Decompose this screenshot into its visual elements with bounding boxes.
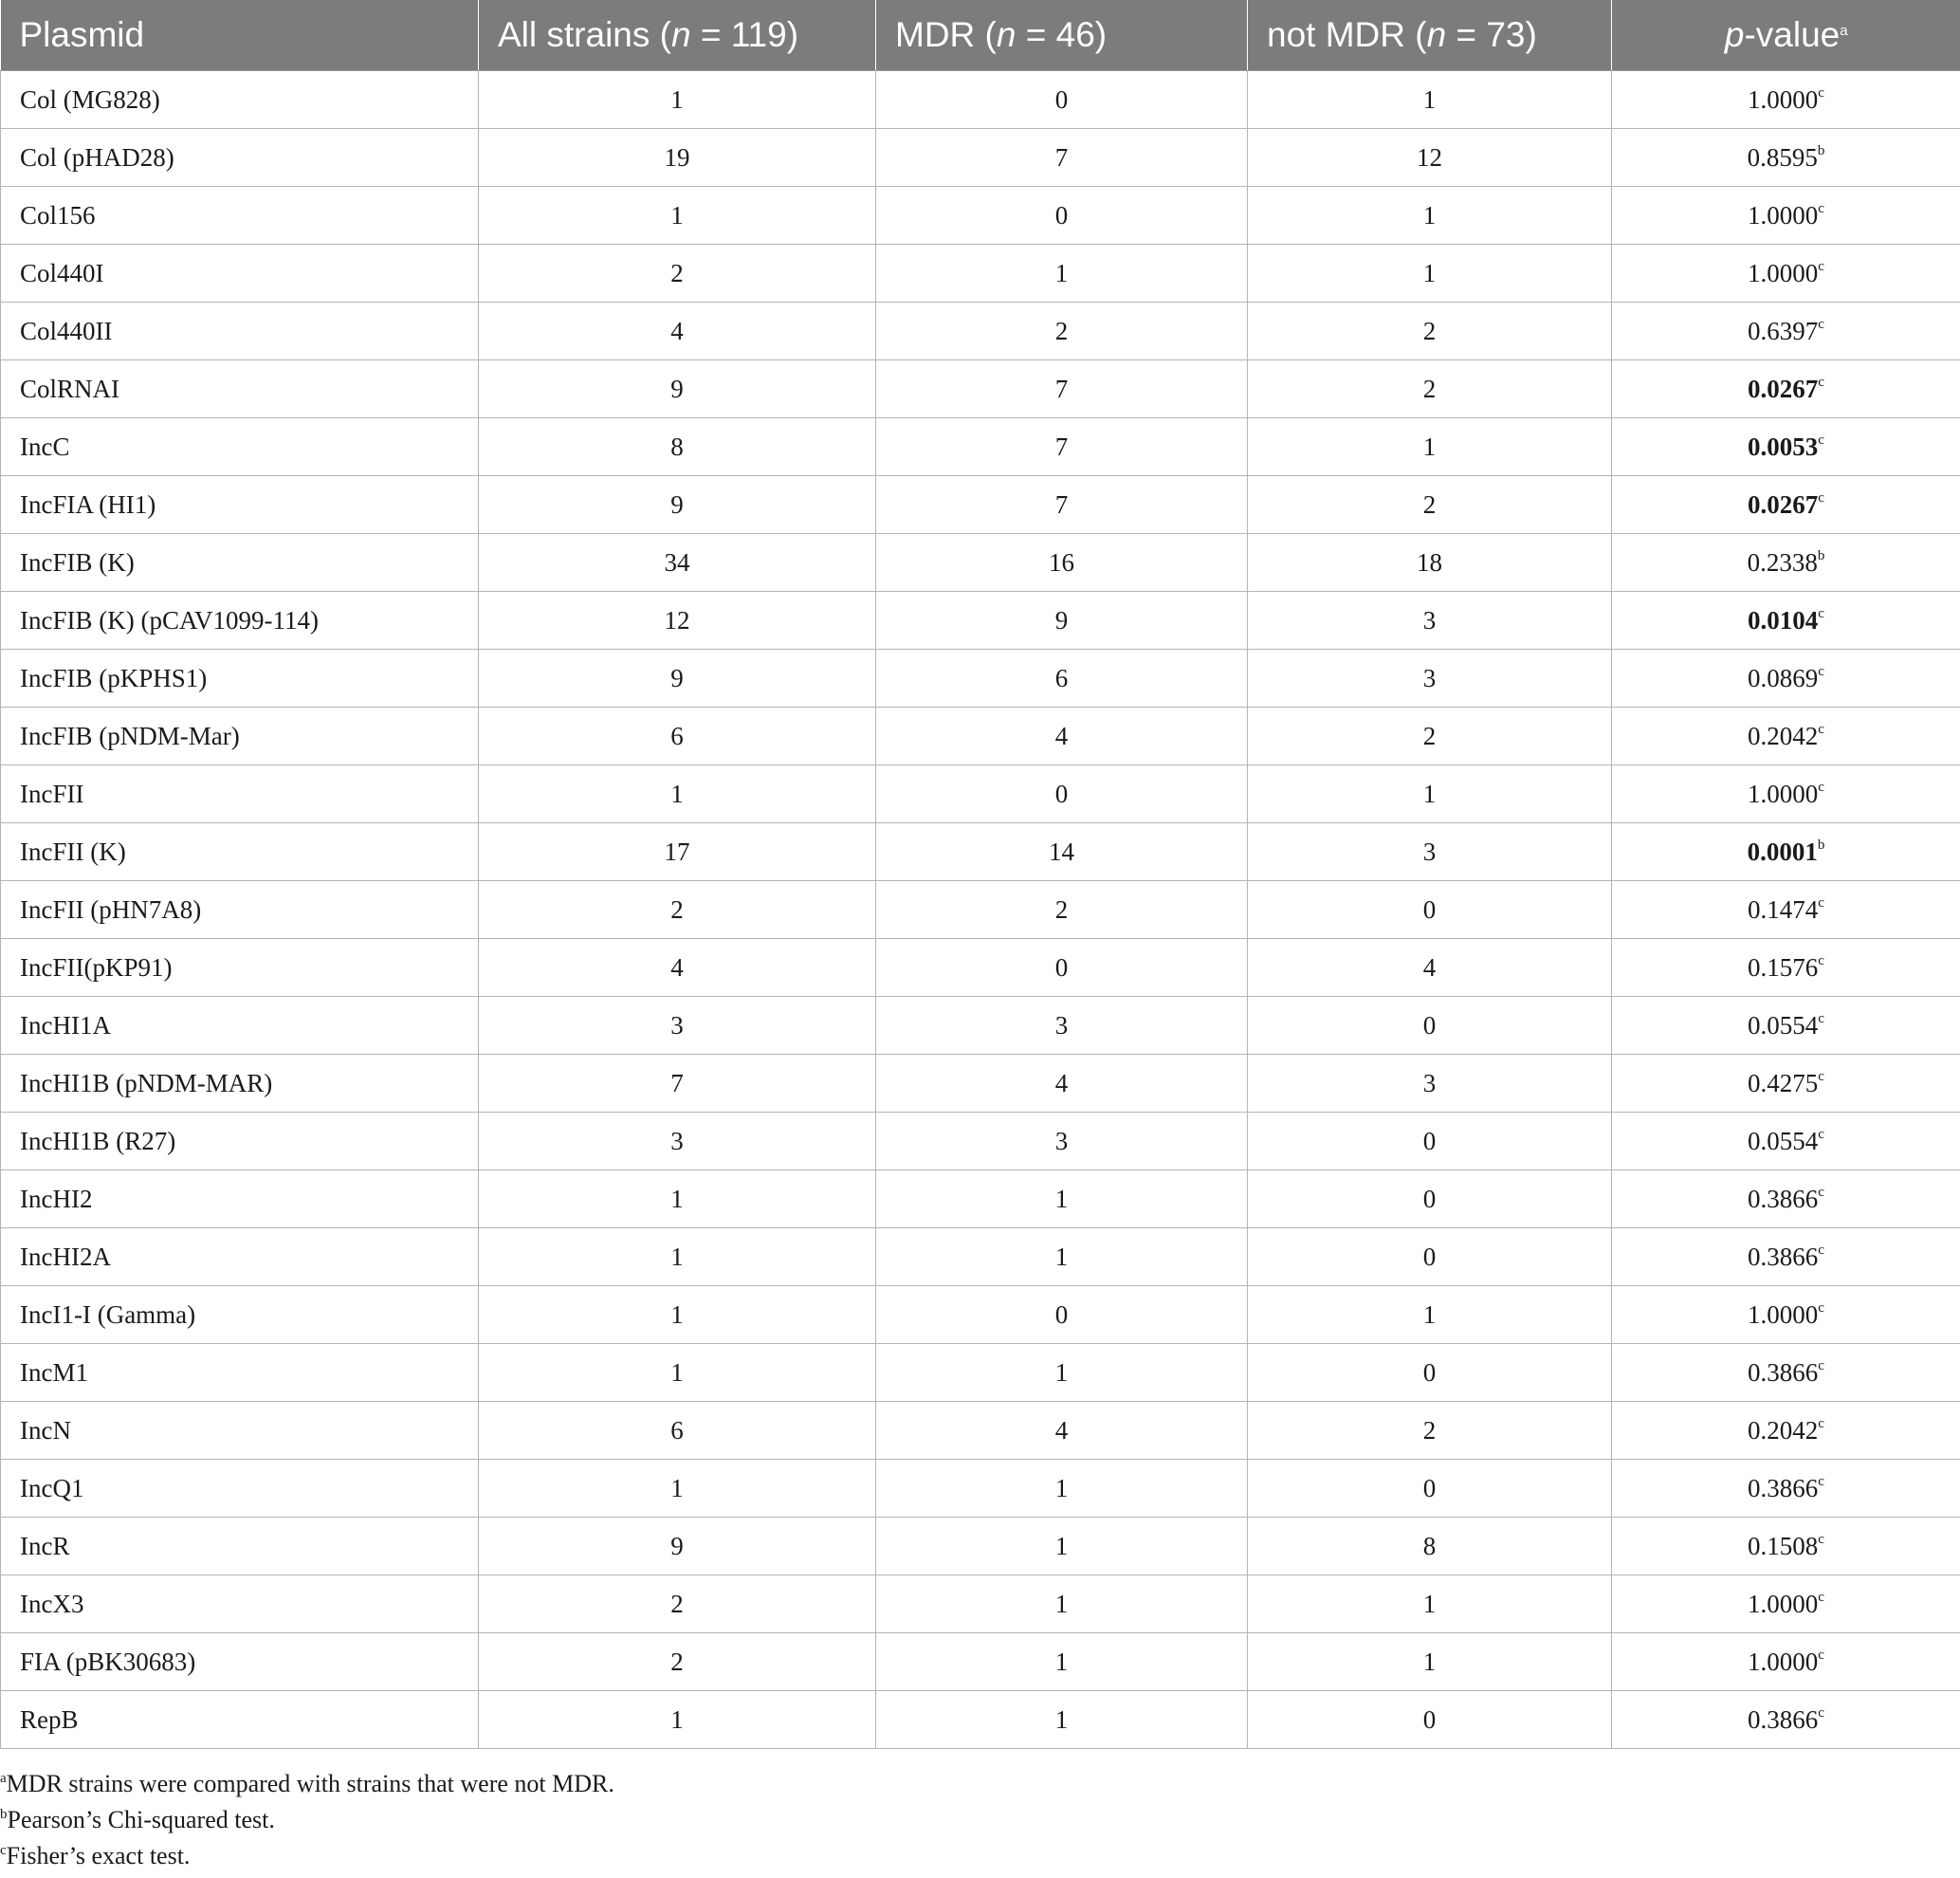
p-value-number: 0.0267 bbox=[1748, 374, 1819, 403]
cell-all-strains: 4 bbox=[479, 303, 876, 360]
header-mdr-suffix: = 46) bbox=[1016, 15, 1108, 54]
p-value-footnote-mark: c bbox=[1818, 1068, 1824, 1084]
cell-p-value bbox=[1612, 1518, 1960, 1575]
cell-plasmid: ColRNAI bbox=[1, 360, 479, 418]
table-row bbox=[1, 1344, 1960, 1402]
footnote bbox=[0, 1838, 614, 1874]
cell-all-strains: 3 bbox=[479, 997, 876, 1055]
cell-all-strains: 7 bbox=[479, 1055, 876, 1113]
p-value-number: 0.3866 bbox=[1748, 1357, 1819, 1387]
cell-mdr: 4 bbox=[876, 1055, 1248, 1113]
p-value-number: 1.0000 bbox=[1748, 1589, 1819, 1618]
cell-all-strains: 1 bbox=[479, 1691, 876, 1749]
table-row bbox=[1, 418, 1960, 476]
footnote-mark: a bbox=[0, 1771, 7, 1786]
cell-not-mdr: 3 bbox=[1248, 650, 1612, 708]
cell-mdr: 0 bbox=[876, 765, 1248, 823]
cell-not-mdr: 4 bbox=[1248, 939, 1612, 997]
cell-p-value bbox=[1612, 129, 1960, 187]
cell-all-strains: 2 bbox=[479, 881, 876, 939]
cell-not-mdr: 8 bbox=[1248, 1518, 1612, 1575]
header-all-n: n bbox=[670, 15, 691, 54]
p-value-footnote-mark: c bbox=[1818, 1357, 1824, 1373]
table-row bbox=[1, 476, 1960, 534]
cell-p-value bbox=[1612, 1691, 1960, 1749]
header-mdr bbox=[876, 0, 1248, 71]
table-row bbox=[1, 1170, 1960, 1228]
table-row bbox=[1, 534, 1960, 592]
cell-all-strains: 6 bbox=[479, 708, 876, 765]
p-value-number: 0.0554 bbox=[1748, 1010, 1819, 1040]
cell-mdr: 1 bbox=[876, 1170, 1248, 1228]
cell-all-strains: 1 bbox=[479, 1344, 876, 1402]
cell-all-strains: 1 bbox=[479, 1170, 876, 1228]
p-value-number: 1.0000 bbox=[1748, 200, 1819, 230]
table-row bbox=[1, 1055, 1960, 1113]
cell-not-mdr: 0 bbox=[1248, 881, 1612, 939]
header-p-sup: a bbox=[1840, 23, 1848, 39]
p-value-number: 0.3866 bbox=[1748, 1704, 1819, 1734]
table-row bbox=[1, 881, 1960, 939]
cell-plasmid: IncHI2 bbox=[1, 1170, 479, 1228]
table-body bbox=[1, 71, 1960, 1749]
cell-all-strains: 1 bbox=[479, 1228, 876, 1286]
cell-plasmid: IncFIB (pNDM-Mar) bbox=[1, 708, 479, 765]
table-row bbox=[1, 129, 1960, 187]
table-row bbox=[1, 997, 1960, 1055]
cell-p-value bbox=[1612, 997, 1960, 1055]
p-value-footnote-mark: c bbox=[1818, 721, 1824, 737]
cell-plasmid: IncHI1B (R27) bbox=[1, 1113, 479, 1170]
cell-all-strains: 1 bbox=[479, 1460, 876, 1518]
cell-all-strains: 6 bbox=[479, 1402, 876, 1460]
p-value-number: 1.0000 bbox=[1748, 779, 1819, 808]
table-row bbox=[1, 1518, 1960, 1575]
footnotes bbox=[0, 1766, 614, 1874]
cell-p-value bbox=[1612, 1344, 1960, 1402]
cell-mdr: 7 bbox=[876, 476, 1248, 534]
cell-all-strains: 9 bbox=[479, 476, 876, 534]
cell-all-strains: 4 bbox=[479, 939, 876, 997]
p-value-footnote-mark: c bbox=[1818, 1531, 1824, 1547]
cell-not-mdr: 0 bbox=[1248, 1691, 1612, 1749]
footnote-text: Fisher’s exact test. bbox=[6, 1842, 191, 1869]
cell-all-strains: 2 bbox=[479, 1575, 876, 1633]
table-row bbox=[1, 303, 1960, 360]
header-not-mdr bbox=[1248, 0, 1612, 71]
cell-all-strains: 2 bbox=[479, 1633, 876, 1691]
cell-not-mdr: 2 bbox=[1248, 303, 1612, 360]
header-all-suffix: = 119) bbox=[690, 15, 799, 54]
cell-all-strains: 3 bbox=[479, 1113, 876, 1170]
cell-plasmid: IncQ1 bbox=[1, 1460, 479, 1518]
cell-not-mdr: 0 bbox=[1248, 997, 1612, 1055]
footnote-text: MDR strains were compared with strains that were not MDR. bbox=[6, 1770, 614, 1797]
p-value-footnote-mark: c bbox=[1818, 1242, 1824, 1258]
cell-not-mdr: 3 bbox=[1248, 1055, 1612, 1113]
cell-mdr: 2 bbox=[876, 303, 1248, 360]
cell-not-mdr: 2 bbox=[1248, 708, 1612, 765]
p-value-number: 0.3866 bbox=[1748, 1184, 1819, 1213]
table-row bbox=[1, 592, 1960, 650]
cell-p-value bbox=[1612, 592, 1960, 650]
cell-plasmid: Col (pHAD28) bbox=[1, 129, 479, 187]
table-row bbox=[1, 1286, 1960, 1344]
header-notmdr-n: n bbox=[1426, 15, 1447, 54]
table-row bbox=[1, 708, 1960, 765]
p-value-footnote-mark: c bbox=[1818, 1299, 1824, 1316]
cell-mdr: 0 bbox=[876, 71, 1248, 129]
cell-all-strains: 9 bbox=[479, 650, 876, 708]
cell-not-mdr: 1 bbox=[1248, 418, 1612, 476]
cell-p-value bbox=[1612, 418, 1960, 476]
table-row bbox=[1, 1633, 1960, 1691]
p-value-footnote-mark: c bbox=[1818, 1473, 1824, 1489]
cell-mdr: 1 bbox=[876, 1691, 1248, 1749]
cell-mdr: 4 bbox=[876, 1402, 1248, 1460]
cell-plasmid: IncHI2A bbox=[1, 1228, 479, 1286]
footnote bbox=[0, 1766, 614, 1802]
cell-plasmid: IncN bbox=[1, 1402, 479, 1460]
cell-plasmid: IncFIA (HI1) bbox=[1, 476, 479, 534]
p-value-footnote-mark: c bbox=[1818, 1126, 1824, 1142]
cell-not-mdr: 2 bbox=[1248, 476, 1612, 534]
p-value-footnote-mark: c bbox=[1818, 1010, 1824, 1026]
cell-plasmid: IncFIB (K) bbox=[1, 534, 479, 592]
cell-all-strains: 2 bbox=[479, 245, 876, 303]
cell-p-value bbox=[1612, 71, 1960, 129]
cell-mdr: 9 bbox=[876, 592, 1248, 650]
cell-not-mdr: 1 bbox=[1248, 71, 1612, 129]
cell-p-value bbox=[1612, 1055, 1960, 1113]
cell-mdr: 2 bbox=[876, 881, 1248, 939]
cell-mdr: 3 bbox=[876, 997, 1248, 1055]
cell-plasmid: Col440II bbox=[1, 303, 479, 360]
header-plasmid-label: Plasmid bbox=[19, 15, 145, 54]
cell-plasmid: Col440I bbox=[1, 245, 479, 303]
p-value-number: 0.0053 bbox=[1748, 432, 1819, 461]
p-value-footnote-mark: c bbox=[1818, 663, 1824, 679]
p-value-footnote-mark: c bbox=[1818, 1184, 1824, 1200]
cell-not-mdr: 12 bbox=[1248, 129, 1612, 187]
p-value-number: 0.0001 bbox=[1747, 837, 1818, 866]
table-row bbox=[1, 187, 1960, 245]
header-plasmid bbox=[1, 0, 479, 71]
header-p-italic: p bbox=[1724, 15, 1745, 54]
cell-p-value bbox=[1612, 765, 1960, 823]
table-row bbox=[1, 1460, 1960, 1518]
cell-plasmid: IncHI1A bbox=[1, 997, 479, 1055]
header-all-prefix: All strains ( bbox=[498, 15, 671, 54]
cell-p-value bbox=[1612, 1460, 1960, 1518]
cell-plasmid: IncFIB (K) (pCAV1099-114) bbox=[1, 592, 479, 650]
p-value-footnote-mark: c bbox=[1818, 1415, 1824, 1431]
p-value-footnote-mark: c bbox=[1818, 200, 1824, 216]
cell-all-strains: 19 bbox=[479, 129, 876, 187]
p-value-number: 0.6397 bbox=[1748, 316, 1819, 345]
p-value-number: 0.1508 bbox=[1748, 1531, 1819, 1560]
p-value-footnote-mark: b bbox=[1817, 142, 1825, 158]
table-row bbox=[1, 1228, 1960, 1286]
cell-p-value bbox=[1612, 1170, 1960, 1228]
cell-all-strains: 1 bbox=[479, 1286, 876, 1344]
cell-p-value bbox=[1612, 708, 1960, 765]
cell-all-strains: 9 bbox=[479, 360, 876, 418]
cell-all-strains: 8 bbox=[479, 418, 876, 476]
header-p-rest: -value bbox=[1744, 15, 1841, 54]
cell-not-mdr: 0 bbox=[1248, 1170, 1612, 1228]
p-value-footnote-mark: c bbox=[1818, 374, 1824, 390]
cell-p-value bbox=[1612, 187, 1960, 245]
table-row bbox=[1, 939, 1960, 997]
table-row bbox=[1, 650, 1960, 708]
cell-mdr: 1 bbox=[876, 1460, 1248, 1518]
cell-plasmid: IncFIB (pKPHS1) bbox=[1, 650, 479, 708]
cell-plasmid: RepB bbox=[1, 1691, 479, 1749]
table-row bbox=[1, 71, 1960, 129]
cell-plasmid: IncR bbox=[1, 1518, 479, 1575]
p-value-number: 0.2338 bbox=[1747, 547, 1818, 577]
p-value-number: 0.0869 bbox=[1748, 663, 1819, 692]
p-value-footnote-mark: c bbox=[1818, 84, 1824, 101]
header-all-strains bbox=[479, 0, 876, 71]
table-header-row bbox=[1, 0, 1960, 71]
p-value-footnote-mark: b bbox=[1817, 547, 1825, 563]
table-row bbox=[1, 360, 1960, 418]
cell-mdr: 7 bbox=[876, 418, 1248, 476]
cell-not-mdr: 1 bbox=[1248, 1575, 1612, 1633]
footnote-mark: c bbox=[0, 1843, 7, 1858]
cell-mdr: 16 bbox=[876, 534, 1248, 592]
p-value-number: 1.0000 bbox=[1748, 84, 1819, 114]
header-p-value bbox=[1612, 0, 1960, 71]
cell-not-mdr: 18 bbox=[1248, 534, 1612, 592]
cell-p-value bbox=[1612, 1286, 1960, 1344]
cell-p-value bbox=[1612, 650, 1960, 708]
cell-p-value bbox=[1612, 1633, 1960, 1691]
cell-p-value bbox=[1612, 1228, 1960, 1286]
p-value-number: 0.1576 bbox=[1748, 952, 1819, 982]
cell-mdr: 1 bbox=[876, 1518, 1248, 1575]
cell-mdr: 1 bbox=[876, 1344, 1248, 1402]
p-value-footnote-mark: c bbox=[1818, 1589, 1824, 1605]
header-notmdr-prefix: not MDR ( bbox=[1267, 15, 1427, 54]
table-row bbox=[1, 1575, 1960, 1633]
cell-mdr: 0 bbox=[876, 1286, 1248, 1344]
p-value-footnote-mark: c bbox=[1818, 258, 1824, 274]
cell-plasmid: IncM1 bbox=[1, 1344, 479, 1402]
p-value-footnote-mark: c bbox=[1818, 952, 1824, 968]
p-value-number: 0.8595 bbox=[1747, 142, 1818, 172]
cell-plasmid: IncFII (K) bbox=[1, 823, 479, 881]
cell-not-mdr: 0 bbox=[1248, 1228, 1612, 1286]
p-value-number: 1.0000 bbox=[1748, 1647, 1819, 1676]
cell-not-mdr: 0 bbox=[1248, 1460, 1612, 1518]
cell-plasmid: FIA (pBK30683) bbox=[1, 1633, 479, 1691]
cell-p-value bbox=[1612, 360, 1960, 418]
cell-plasmid: Col (MG828) bbox=[1, 71, 479, 129]
p-value-number: 0.0104 bbox=[1748, 605, 1819, 635]
p-value-footnote-mark: c bbox=[1818, 432, 1824, 448]
cell-mdr: 0 bbox=[876, 939, 1248, 997]
p-value-footnote-mark: c bbox=[1818, 894, 1824, 911]
cell-p-value bbox=[1612, 1575, 1960, 1633]
p-value-number: 0.1474 bbox=[1748, 894, 1819, 924]
cell-mdr: 7 bbox=[876, 360, 1248, 418]
cell-all-strains: 1 bbox=[479, 765, 876, 823]
table-row bbox=[1, 1402, 1960, 1460]
p-value-number: 0.2042 bbox=[1748, 721, 1819, 750]
cell-mdr: 0 bbox=[876, 187, 1248, 245]
header-notmdr-suffix: = 73) bbox=[1446, 15, 1537, 54]
cell-plasmid: IncC bbox=[1, 418, 479, 476]
cell-not-mdr: 1 bbox=[1248, 765, 1612, 823]
cell-p-value bbox=[1612, 1113, 1960, 1170]
cell-p-value bbox=[1612, 939, 1960, 997]
p-value-footnote-mark: c bbox=[1818, 779, 1824, 795]
cell-not-mdr: 1 bbox=[1248, 1286, 1612, 1344]
cell-all-strains: 9 bbox=[479, 1518, 876, 1575]
cell-mdr: 1 bbox=[876, 1228, 1248, 1286]
p-value-number: 1.0000 bbox=[1748, 258, 1819, 287]
cell-not-mdr: 3 bbox=[1248, 823, 1612, 881]
cell-mdr: 7 bbox=[876, 129, 1248, 187]
cell-p-value bbox=[1612, 476, 1960, 534]
cell-all-strains: 12 bbox=[479, 592, 876, 650]
cell-not-mdr: 2 bbox=[1248, 360, 1612, 418]
cell-p-value bbox=[1612, 1402, 1960, 1460]
cell-p-value bbox=[1612, 881, 1960, 939]
p-value-number: 0.4275 bbox=[1748, 1068, 1819, 1097]
p-value-number: 0.0267 bbox=[1748, 489, 1819, 519]
table-row bbox=[1, 765, 1960, 823]
cell-mdr: 1 bbox=[876, 245, 1248, 303]
cell-plasmid: IncFII bbox=[1, 765, 479, 823]
footnote-text: Pearson’s Chi-squared test. bbox=[7, 1806, 275, 1833]
p-value-number: 0.3866 bbox=[1748, 1473, 1819, 1502]
table-row bbox=[1, 1113, 1960, 1170]
cell-p-value bbox=[1612, 534, 1960, 592]
cell-not-mdr: 0 bbox=[1248, 1113, 1612, 1170]
footnote-mark: b bbox=[0, 1807, 8, 1822]
cell-mdr: 1 bbox=[876, 1575, 1248, 1633]
table-row bbox=[1, 823, 1960, 881]
table-row bbox=[1, 1691, 1960, 1749]
cell-plasmid: Col156 bbox=[1, 187, 479, 245]
cell-not-mdr: 1 bbox=[1248, 1633, 1612, 1691]
cell-not-mdr: 2 bbox=[1248, 1402, 1612, 1460]
cell-plasmid: IncFII(pKP91) bbox=[1, 939, 479, 997]
header-mdr-prefix: MDR ( bbox=[895, 15, 997, 54]
p-value-number: 0.0554 bbox=[1748, 1126, 1819, 1155]
cell-plasmid: IncI1-I (Gamma) bbox=[1, 1286, 479, 1344]
cell-mdr: 4 bbox=[876, 708, 1248, 765]
p-value-number: 0.2042 bbox=[1748, 1415, 1819, 1445]
cell-p-value bbox=[1612, 303, 1960, 360]
cell-plasmid: IncFII (pHN7A8) bbox=[1, 881, 479, 939]
header-mdr-n: n bbox=[996, 15, 1017, 54]
cell-all-strains: 17 bbox=[479, 823, 876, 881]
cell-mdr: 6 bbox=[876, 650, 1248, 708]
p-value-footnote-mark: c bbox=[1818, 489, 1824, 506]
cell-not-mdr: 1 bbox=[1248, 245, 1612, 303]
cell-all-strains: 1 bbox=[479, 71, 876, 129]
cell-plasmid: IncX3 bbox=[1, 1575, 479, 1633]
cell-not-mdr: 0 bbox=[1248, 1344, 1612, 1402]
cell-mdr: 1 bbox=[876, 1633, 1248, 1691]
table-row bbox=[1, 245, 1960, 303]
cell-not-mdr: 1 bbox=[1248, 187, 1612, 245]
p-value-footnote-mark: c bbox=[1818, 1647, 1824, 1663]
footnote bbox=[0, 1802, 614, 1838]
cell-mdr: 3 bbox=[876, 1113, 1248, 1170]
cell-all-strains: 1 bbox=[479, 187, 876, 245]
p-value-footnote-mark: c bbox=[1818, 1704, 1824, 1721]
cell-not-mdr: 3 bbox=[1248, 592, 1612, 650]
cell-plasmid: IncHI1B (pNDM-MAR) bbox=[1, 1055, 479, 1113]
p-value-footnote-mark: c bbox=[1818, 605, 1824, 621]
cell-p-value bbox=[1612, 823, 1960, 881]
p-value-number: 0.3866 bbox=[1748, 1242, 1819, 1271]
cell-p-value bbox=[1612, 245, 1960, 303]
cell-all-strains: 34 bbox=[479, 534, 876, 592]
cell-mdr: 14 bbox=[876, 823, 1248, 881]
p-value-footnote-mark: b bbox=[1817, 837, 1825, 853]
p-value-footnote-mark: c bbox=[1818, 316, 1824, 332]
p-value-number: 1.0000 bbox=[1748, 1299, 1819, 1329]
